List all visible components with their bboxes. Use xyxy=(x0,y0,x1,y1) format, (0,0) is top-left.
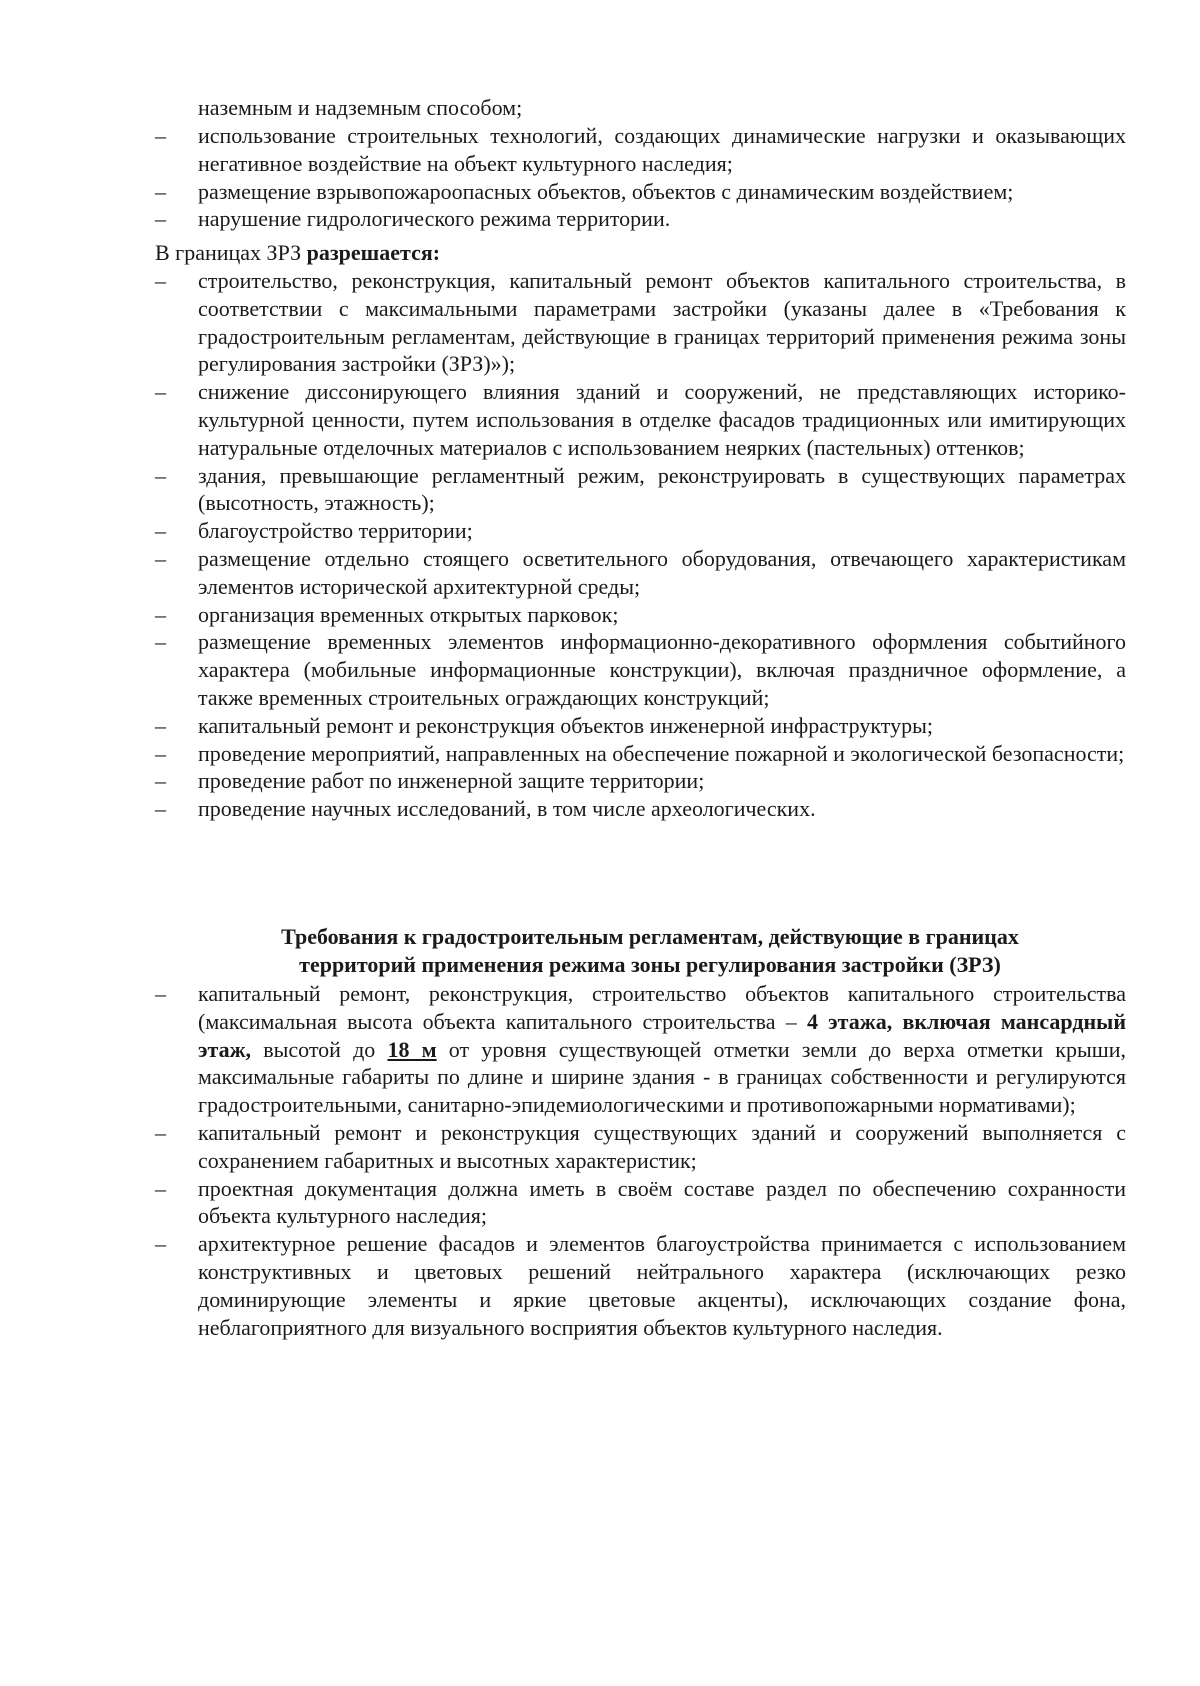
dash-marker: – xyxy=(155,123,166,148)
list-item-text: проведение научных исследований, в том числе археологических. xyxy=(198,796,816,822)
continuation-text: наземным и надземным способом; xyxy=(198,95,523,120)
list-item-text: размещение отдельно стоящего осветительного оборудования, отвечающего характеристикам элементов исторической архитектурной среды; xyxy=(198,545,1126,599)
dash-marker: – xyxy=(155,740,166,766)
list-item-text: архитектурное решение фасадов и элементов благоустройства принимается с использованием конструктивных и цветовых решений нейтрального характера (исключающих резко доминирующие элементы и яркие цветовые акценты), исключающих создание фона, неблагоприятного для визуального восприятия объектов культурного наследия. xyxy=(198,1231,1126,1340)
list-item-text: проведение работ по инженерной защите территории; xyxy=(198,768,705,794)
list-item xyxy=(0,1119,1126,1175)
dash-marker: – xyxy=(155,379,166,405)
list-item xyxy=(0,601,1126,629)
dash-marker: – xyxy=(155,768,166,794)
requirements-heading xyxy=(150,923,1150,979)
list-item-text: капитальный ремонт и реконструкция объектов инженерной инфраструктуры; xyxy=(198,712,933,738)
list-item xyxy=(0,517,1126,545)
dash-marker: – xyxy=(155,545,166,571)
list-item xyxy=(0,178,1126,206)
dash-marker: – xyxy=(155,1231,166,1257)
list-item xyxy=(0,980,1126,1119)
allowed-heading-emphasis: разрешается: xyxy=(306,240,441,265)
list-item-text: размещение взрывопожароопасных объектов, объектов с динамическим воздействием; xyxy=(198,178,1014,204)
allowed-list xyxy=(0,267,1200,823)
list-item xyxy=(0,1175,1126,1231)
requirements-list xyxy=(0,980,1200,1341)
list-item-text: здания, превышающие регламентный режим, реконструировать в существующих параметрах (высотность, этажность); xyxy=(198,462,1126,516)
list-item xyxy=(0,378,1126,461)
dash-marker: – xyxy=(155,601,166,627)
list-item-text: строительство, реконструкция, капитальный ремонт объектов капитального строительства, в соответствии с максимальными параметрами застройки (указаны далее в «Требования к градостроительным регламентам, действующие в границах территорий применения режима зоны регулирования застройки (ЗРЗ)»); xyxy=(198,268,1126,377)
dash-marker: – xyxy=(155,518,166,544)
dash-marker: – xyxy=(155,796,166,822)
dash-marker: – xyxy=(155,462,166,488)
list-item xyxy=(0,712,1126,740)
dash-marker: – xyxy=(155,206,166,232)
list-item-text: благоустройство территории; xyxy=(198,518,473,544)
list-item-text: капитальный ремонт и реконструкция существующих зданий и сооружений выполняется с сохранением габаритных и высотных характеристик; xyxy=(198,1119,1126,1173)
list-item-text-part: от уровня существующей отметки земли до верха отметки крыши, максимальные габариты по длине и ширине здания - в границах собственности и регулируются градостроительными, санитарно-эпидемиологическими и противопожарными нормативами); xyxy=(198,1036,1126,1118)
list-item-text: проведение мероприятий, направленных на обеспечение пожарной и экологической безопасности; xyxy=(198,740,1125,766)
dash-marker: – xyxy=(155,981,166,1006)
list-item xyxy=(0,628,1126,711)
requirements-heading-line1: Требования к градостроительным регламентам, действующие в границах xyxy=(281,924,1019,949)
list-item-text: проектная документация должна иметь в своём составе раздел по обеспечению сохранности объекта культурного наследия; xyxy=(198,1175,1126,1229)
list-item xyxy=(0,1230,1126,1341)
list-item-text: размещение временных элементов информационно-декоративного оформления событийного характера (мобильные информационные конструкции), включая праздничное оформление, а также временных строительных ограждающих конструкций; xyxy=(198,629,1126,710)
list-item xyxy=(0,462,1126,518)
list-item-text-part: капитальный ремонт, реконструкция, строительство объектов капитального строительства (максимальная высота объекта капитального строительства – xyxy=(198,981,1126,1034)
list-item-text: использование строительных технологий, создающих динамические нагрузки и оказывающих негативное воздействие на объект культурного наследия; xyxy=(198,123,1126,176)
list-item xyxy=(0,122,1126,178)
list-item-text: нарушение гидрологического режима территории. xyxy=(198,206,671,232)
list-item-text-part: высотой до xyxy=(251,1036,388,1062)
list-item-text: организация временных открытых парковок; xyxy=(198,601,619,627)
prohibited-list xyxy=(0,122,1200,233)
max-floors-emphasis: 4 этажа, включая мансардный этаж, xyxy=(198,1008,1126,1062)
list-item xyxy=(0,267,1126,378)
requirements-heading-line2: территорий применения режима зоны регулирования застройки (ЗРЗ) xyxy=(299,951,1001,977)
dash-marker: – xyxy=(155,1119,166,1145)
dash-marker: – xyxy=(155,1175,166,1201)
dash-marker: – xyxy=(155,178,166,204)
list-item xyxy=(0,740,1126,768)
dash-marker: – xyxy=(155,268,166,293)
list-item xyxy=(0,545,1126,601)
dash-marker: – xyxy=(155,629,166,655)
max-height-value: 18 м xyxy=(387,1036,437,1062)
list-item xyxy=(0,205,1126,233)
list-item xyxy=(0,767,1126,795)
allowed-heading-prefix: В границах ЗРЗ xyxy=(155,240,307,265)
allowed-heading xyxy=(155,239,440,267)
list-item xyxy=(0,795,1126,823)
dash-marker: – xyxy=(155,712,166,738)
list-item-text: снижение диссонирующего влияния зданий и сооружений, не представляющих историко-культурной ценности, путем использования в отделке фасадов традиционных или имитирующих натуральные отделочных материалов с использованием неярких (пастельных) оттенков; xyxy=(198,379,1126,460)
